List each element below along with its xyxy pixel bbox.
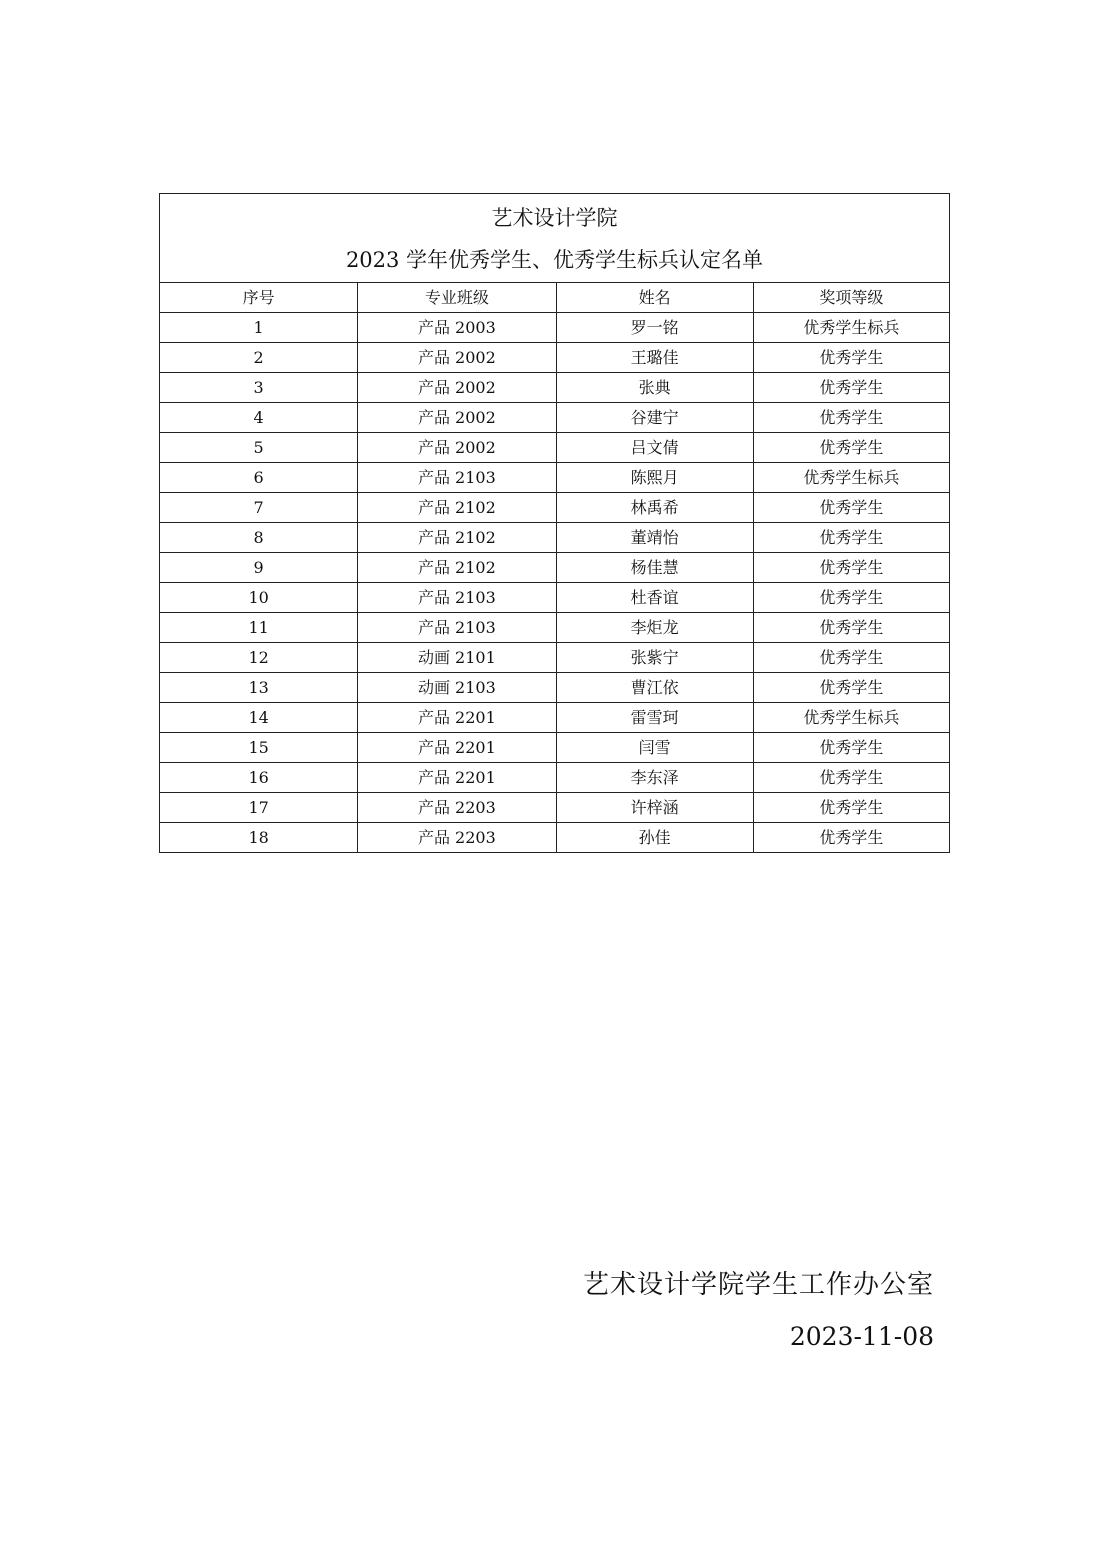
cell-class: 产品 2102 (358, 553, 556, 583)
cell-class: 产品 2003 (358, 313, 556, 343)
table-row (160, 523, 950, 553)
college-name: 艺术设计学院 (491, 206, 618, 230)
table-row (160, 673, 950, 703)
cell-index: 1 (160, 313, 358, 343)
table-row (160, 703, 950, 733)
table-row (160, 403, 950, 433)
table-row (160, 433, 950, 463)
cell-name: 吕文倩 (556, 433, 753, 463)
table-row (160, 553, 950, 583)
cell-index: 3 (160, 373, 358, 403)
issue-date: 2023-11-08 (789, 1322, 934, 1351)
cell-name: 张典 (556, 373, 753, 403)
cell-name: 林禹希 (556, 493, 753, 523)
table-header-row (160, 283, 950, 313)
cell-award: 优秀学生 (753, 583, 949, 613)
cell-index: 14 (160, 703, 358, 733)
cell-index: 8 (160, 523, 358, 553)
cell-class: 产品 2201 (358, 733, 556, 763)
cell-class: 产品 2201 (358, 763, 556, 793)
cell-class: 产品 2102 (358, 523, 556, 553)
cell-name: 闫雪 (556, 733, 753, 763)
cell-name: 曹江依 (556, 673, 753, 703)
header-award: 奖项等级 (753, 283, 949, 313)
cell-award: 优秀学生 (753, 823, 949, 853)
cell-award: 优秀学生标兵 (753, 463, 949, 493)
cell-award: 优秀学生 (753, 373, 949, 403)
cell-name: 谷建宁 (556, 403, 753, 433)
cell-award: 优秀学生 (753, 643, 949, 673)
table-row (160, 343, 950, 373)
cell-index: 4 (160, 403, 358, 433)
cell-award: 优秀学生 (753, 343, 949, 373)
table-row (160, 643, 950, 673)
cell-class: 产品 2103 (358, 613, 556, 643)
cell-award: 优秀学生 (753, 733, 949, 763)
cell-name: 杜香谊 (556, 583, 753, 613)
cell-index: 13 (160, 673, 358, 703)
table-row (160, 583, 950, 613)
cell-award: 优秀学生 (753, 523, 949, 553)
issuing-office: 艺术设计学院学生工作办公室 (582, 1270, 934, 1300)
table-row (160, 313, 950, 343)
cell-class: 产品 2002 (358, 343, 556, 373)
table-title-row (160, 194, 950, 283)
cell-class: 产品 2002 (358, 373, 556, 403)
cell-name: 李东泽 (556, 763, 753, 793)
cell-award: 优秀学生 (753, 403, 949, 433)
cell-name: 杨佳慧 (556, 553, 753, 583)
cell-name: 孙佳 (556, 823, 753, 853)
header-name: 姓名 (556, 283, 753, 313)
cell-index: 9 (160, 553, 358, 583)
cell-index: 2 (160, 343, 358, 373)
cell-name: 李炬龙 (556, 613, 753, 643)
cell-award: 优秀学生 (753, 433, 949, 463)
cell-class: 动画 2103 (358, 673, 556, 703)
cell-index: 16 (160, 763, 358, 793)
cell-class: 产品 2203 (358, 793, 556, 823)
header-index: 序号 (160, 283, 358, 313)
cell-award: 优秀学生标兵 (753, 313, 949, 343)
cell-class: 产品 2002 (358, 433, 556, 463)
cell-index: 18 (160, 823, 358, 853)
cell-class: 产品 2203 (358, 823, 556, 853)
cell-name: 罗一铭 (556, 313, 753, 343)
cell-class: 产品 2103 (358, 463, 556, 493)
cell-award: 优秀学生 (753, 493, 949, 523)
cell-class: 产品 2102 (358, 493, 556, 523)
cell-name: 张紫宁 (556, 643, 753, 673)
cell-index: 6 (160, 463, 358, 493)
cell-index: 10 (160, 583, 358, 613)
table-row (160, 823, 950, 853)
cell-class: 产品 2002 (358, 403, 556, 433)
cell-name: 许梓涵 (556, 793, 753, 823)
table-body (160, 313, 950, 853)
cell-award: 优秀学生 (753, 553, 949, 583)
cell-index: 11 (160, 613, 358, 643)
table-row (160, 613, 950, 643)
cell-name: 王璐佳 (556, 343, 753, 373)
cell-award: 优秀学生 (753, 793, 949, 823)
cell-index: 5 (160, 433, 358, 463)
cell-index: 7 (160, 493, 358, 523)
table-row (160, 793, 950, 823)
cell-award: 优秀学生 (753, 763, 949, 793)
table-row (160, 733, 950, 763)
cell-index: 17 (160, 793, 358, 823)
cell-index: 15 (160, 733, 358, 763)
cell-name: 董靖怡 (556, 523, 753, 553)
table-row (160, 763, 950, 793)
cell-name: 陈熙月 (556, 463, 753, 493)
cell-class: 动画 2101 (358, 643, 556, 673)
header-class: 专业班级 (358, 283, 556, 313)
cell-award: 优秀学生 (753, 613, 949, 643)
table-row (160, 463, 950, 493)
cell-award: 优秀学生标兵 (753, 703, 949, 733)
cell-index: 12 (160, 643, 358, 673)
table-title (160, 194, 950, 283)
cell-class: 产品 2103 (358, 583, 556, 613)
list-title: 2023 学年优秀学生、优秀学生标兵认定名单 (345, 248, 764, 272)
cell-award: 优秀学生 (753, 673, 949, 703)
table-row (160, 373, 950, 403)
cell-class: 产品 2201 (358, 703, 556, 733)
award-list-table (159, 193, 950, 853)
cell-name: 雷雪珂 (556, 703, 753, 733)
table-row (160, 493, 950, 523)
